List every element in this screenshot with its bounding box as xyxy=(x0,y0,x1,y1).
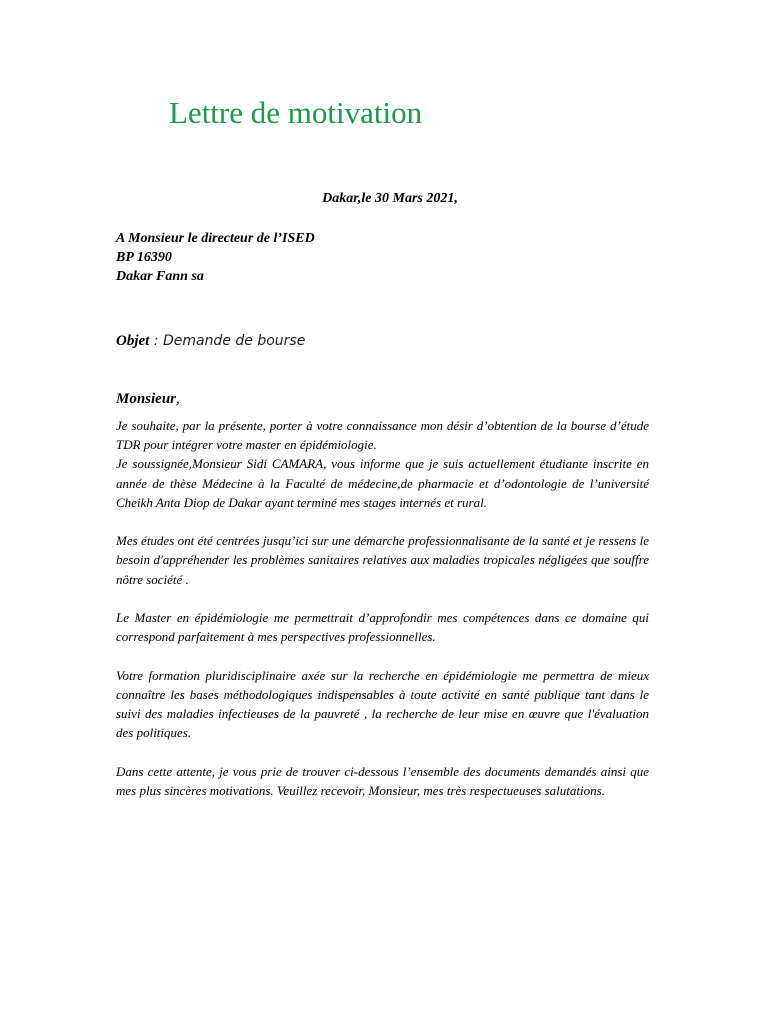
paragraph-3: Mes études ont été centrées jusqu’ici sur une démarche professionnalisante de la santé et je ressens le besoin d'appréhender les problèmes sanitaires relatives aux maladies tropicales négligées que souffre nôtre société . xyxy=(116,533,649,587)
subject-label: Objet xyxy=(116,333,150,349)
paragraph-5: Votre formation pluridisciplinaire axée sur la recherche en épidémiologie me permettra de mieux connaître les bases méthodologiques indispensables à toute activité en santé publique tant dans le suivi des maladies infectieuses de la pauvreté , la recherche de leur mise en œuvre que l'évaluation des politiques. xyxy=(116,667,649,741)
recipient-address xyxy=(116,229,315,286)
subject-line xyxy=(116,331,305,351)
subject-separator: : xyxy=(149,333,163,349)
recipient-line-1: A Monsieur le directeur de l’ISED xyxy=(116,231,315,246)
letter-body xyxy=(116,416,649,800)
date-line: Dakar,le 30 Mars 2021, xyxy=(322,191,458,206)
salutation-punct: , xyxy=(176,391,180,407)
salutation-word: Monsieur xyxy=(116,391,177,407)
salutation xyxy=(116,389,180,409)
recipient-line-3: Dakar Fann sa xyxy=(116,269,204,284)
subject-value: Demande de bourse xyxy=(162,333,306,349)
page-title: Lettre de motivation xyxy=(169,95,423,130)
paragraph-6: Dans cette attente, je vous prie de trouver ci-dessous l’ensemble des documents demandés ainsi que mes plus sincères motivations. Veuillez recevoir, Monsieur, mes très respectueuses salutations. xyxy=(116,763,649,798)
paragraph-4: Le Master en épidémiologie me permettrait d’approfondir mes compétences dans ce domaine qui correspond parfaitement à mes perspectives professionnelles. xyxy=(116,610,649,645)
paragraph-1: Je souhaite, par la présente, porter à votre connaissance mon désir d’obtention de la bourse d’étude TDR pour intégrer votre master en épidémiologie. xyxy=(116,418,649,453)
paragraph-2: Je soussignée,Monsieur Sidi CAMARA, vous informe que je suis actuellement étudiante inscrite en année de thèse Médecine à la Faculté de médecine,de pharmacie et d’odontologie de l’université Cheikh Anta Diop de Dakar ayant terminé mes stages internés et rural. xyxy=(116,456,649,510)
recipient-line-2: BP 16390 xyxy=(116,250,172,265)
